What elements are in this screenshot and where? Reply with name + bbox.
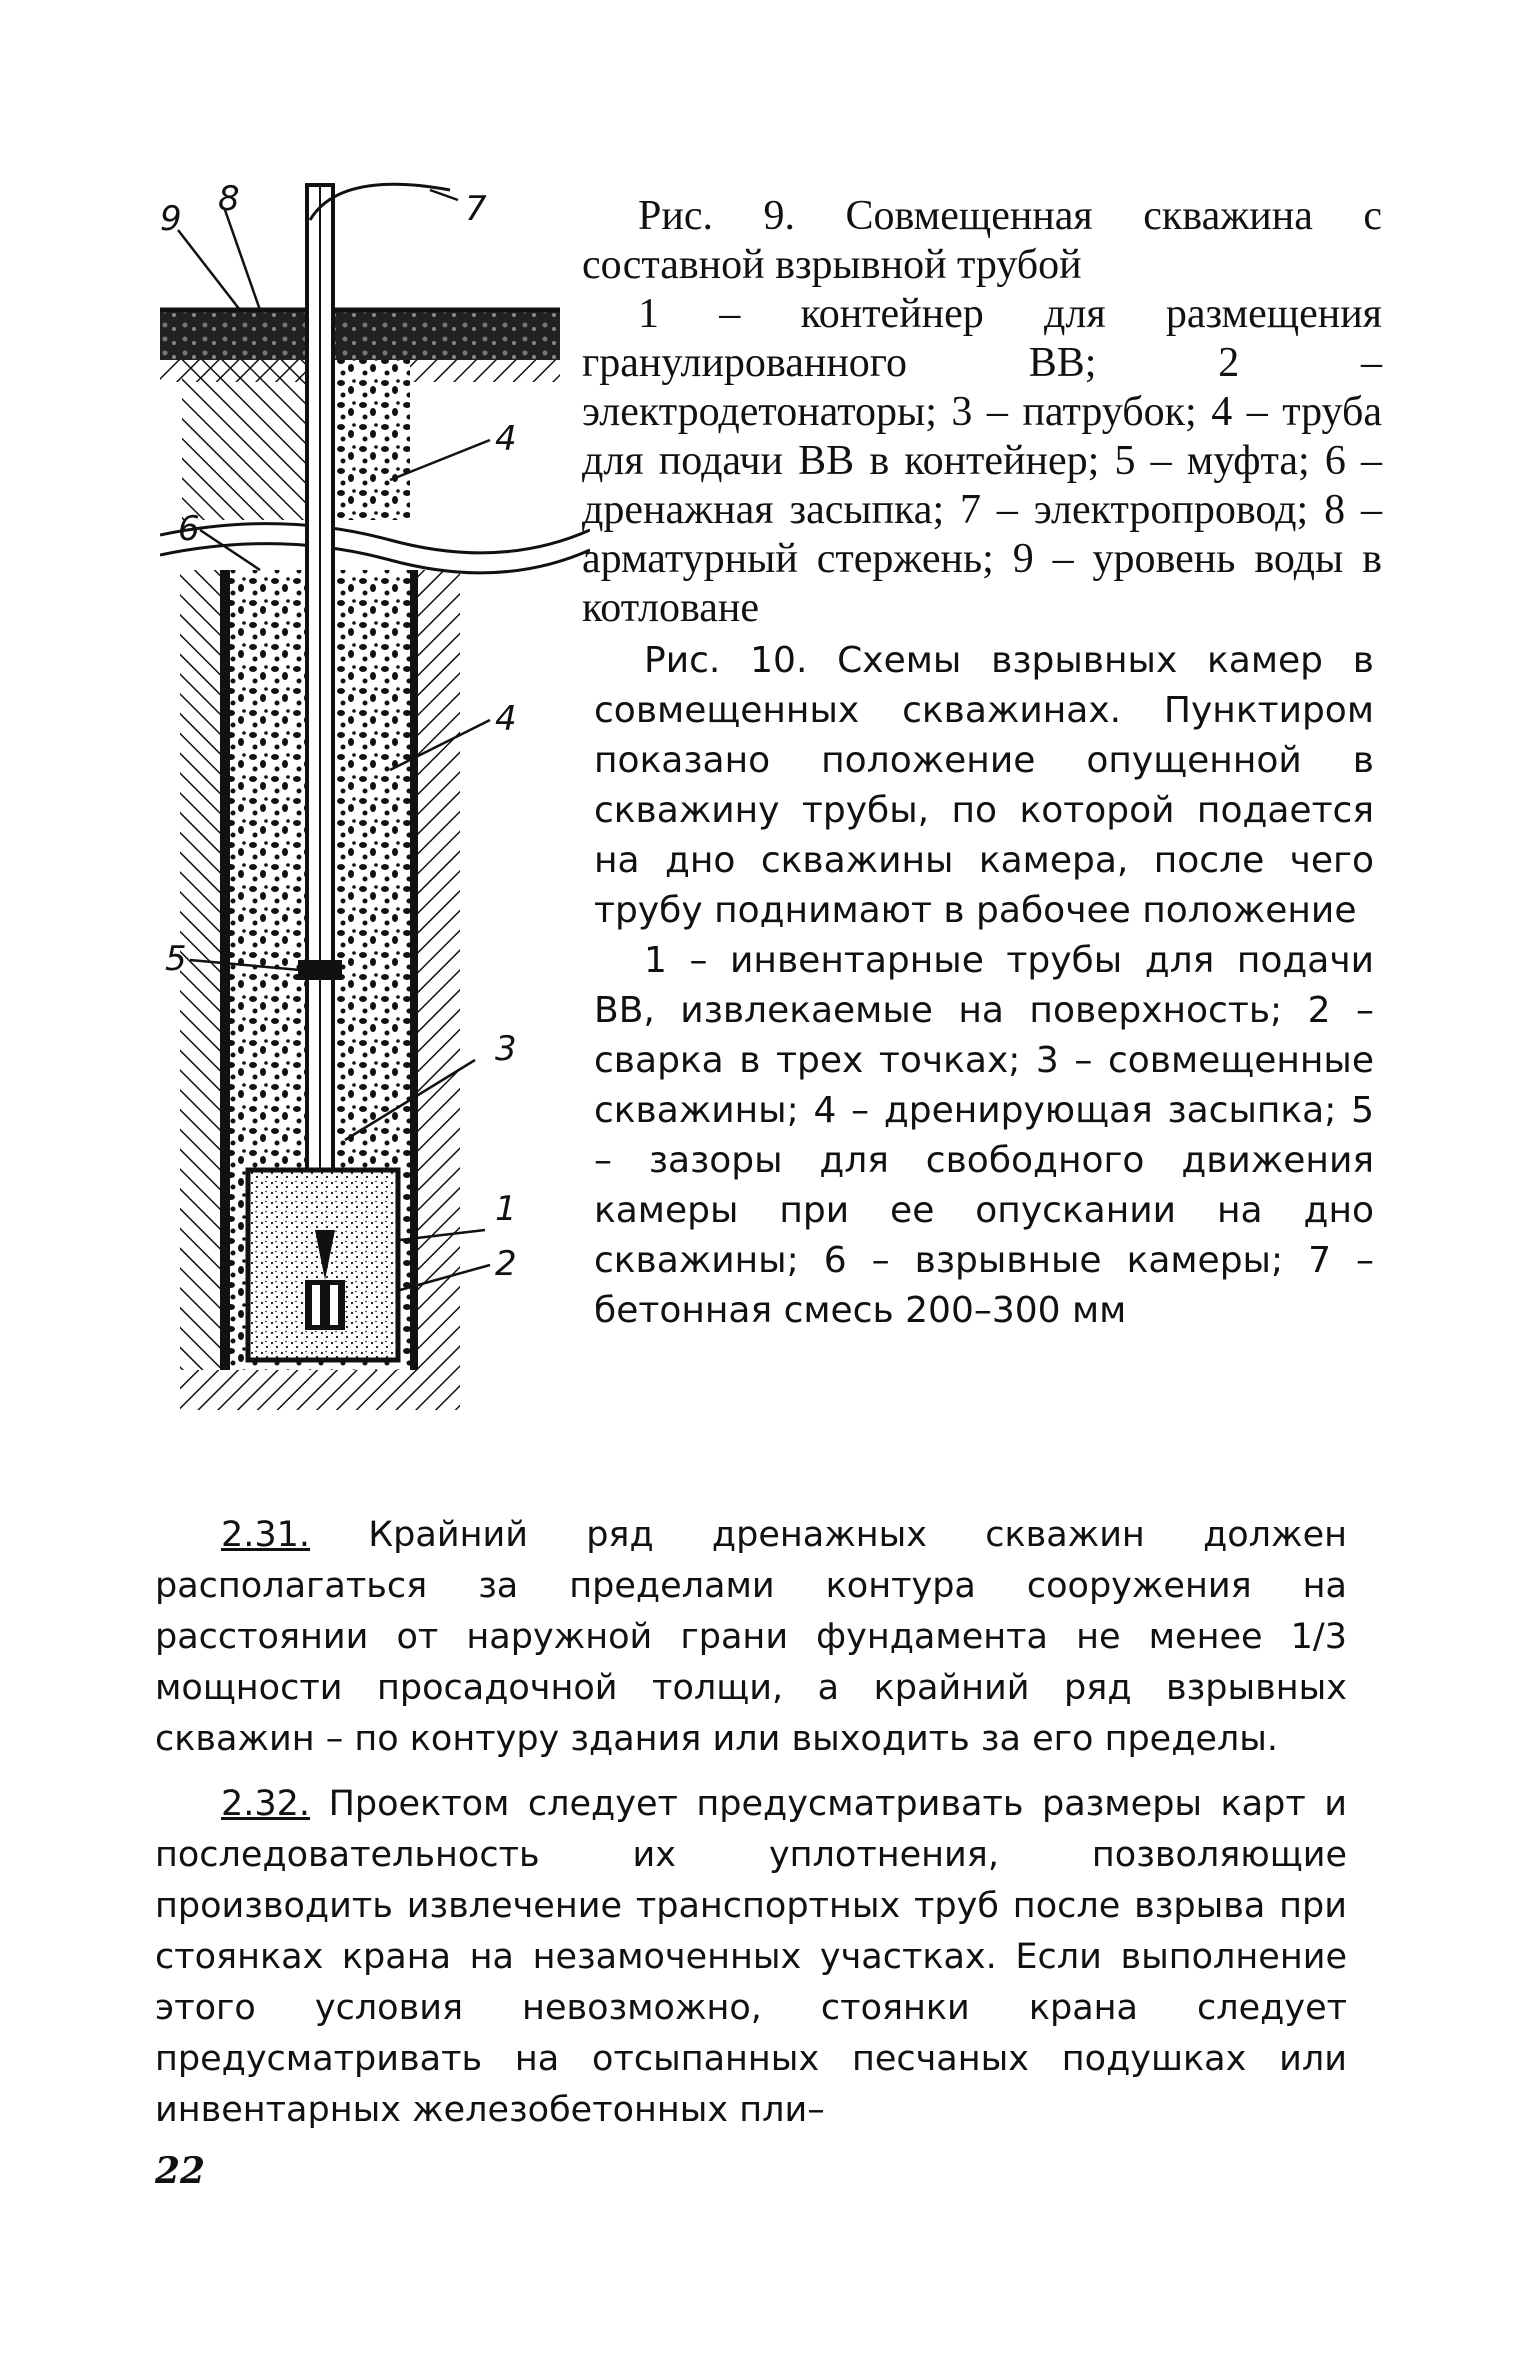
figure-label-3: 3 [495, 1029, 517, 1069]
figure-9-legend: 1 – контейнер для размещения гранулированного ВВ; 2 – электродетонаторы; 3 – патрубок; 4 – труба для подачи ВВ в контейнер; 5 – муфта; 6 – дренажная засыпка; 7 – электропровод; 8 – арматурный стержень; 9 – уровень воды в котловане [582, 291, 1382, 631]
figure-label-4-lower: 4 [495, 699, 517, 739]
figure-label-4-upper: 4 [495, 419, 517, 459]
figure-label-9: 9 [160, 199, 182, 239]
figure-label-6: 6 [178, 509, 200, 549]
figure-9-title: Рис. 9. Совмещенная скважина с составной взрывной трубой [582, 193, 1382, 288]
paragraph-2-32 [155, 1779, 1347, 2136]
soil-bottom [180, 1370, 460, 1410]
figure-10-caption [594, 636, 1374, 1336]
paragraph-text: Проектом следует предусматривать размеры карт и последовательность их уплотнения, позволяющие производить извлечение транспортных труб после взрыва при стоянках крана на незамоченных участках. Если выполнение этого условия невозможно, стоянки крана следует предусматривать на отсыпанных песчаных подушках или инвентарных железобетонных пли– [155, 1784, 1347, 2130]
paragraph-number: 2.31. [221, 1515, 311, 1555]
figure-10-legend: 1 – инвентарные трубы для подачи ВВ, извлекаемые на поверхность; 2 – сварка в трех точках; 3 – совмещенные скважины; 4 – дренирующая засыпка; 5 – зазоры для свободного движения камеры при ее опускании на дно скважины; 6 – взрывные камеры; 7 – бетонная смесь 200–300 мм [594, 940, 1374, 1331]
paragraph-2-31 [155, 1510, 1347, 1765]
figure-label-2: 2 [495, 1244, 517, 1284]
figure-label-5: 5 [165, 939, 187, 979]
ground-layer [160, 310, 560, 360]
paragraph-number: 2.32. [221, 1784, 311, 1824]
borehole-figure [160, 180, 590, 1430]
paragraph-text: Крайний ряд дренажных скважин должен располагаться за пределами контура сооружения на расстоянии от наружной грани фундамента не менее 1/3 мощности просадочной толщи, а крайний ряд взрывных скважин – по контуру здания или выходить за его пределы. [155, 1515, 1347, 1759]
page-number: 22 [155, 2150, 206, 2192]
figure-label-1: 1 [495, 1189, 517, 1229]
figure-10-title: Рис. 10. Схемы взрывных камер в совмещенных скважинах. Пунктиром показано положение опущенной в скважину трубы, по которой подается на дно скважины камера, после чего трубу поднимают в рабочее положение [594, 640, 1374, 931]
borehole-diagram [160, 180, 590, 1430]
body-text [155, 1510, 1347, 2150]
figure-label-8: 8 [218, 180, 240, 219]
figure-label-7: 7 [465, 189, 487, 229]
figure-9-caption [582, 192, 1382, 633]
